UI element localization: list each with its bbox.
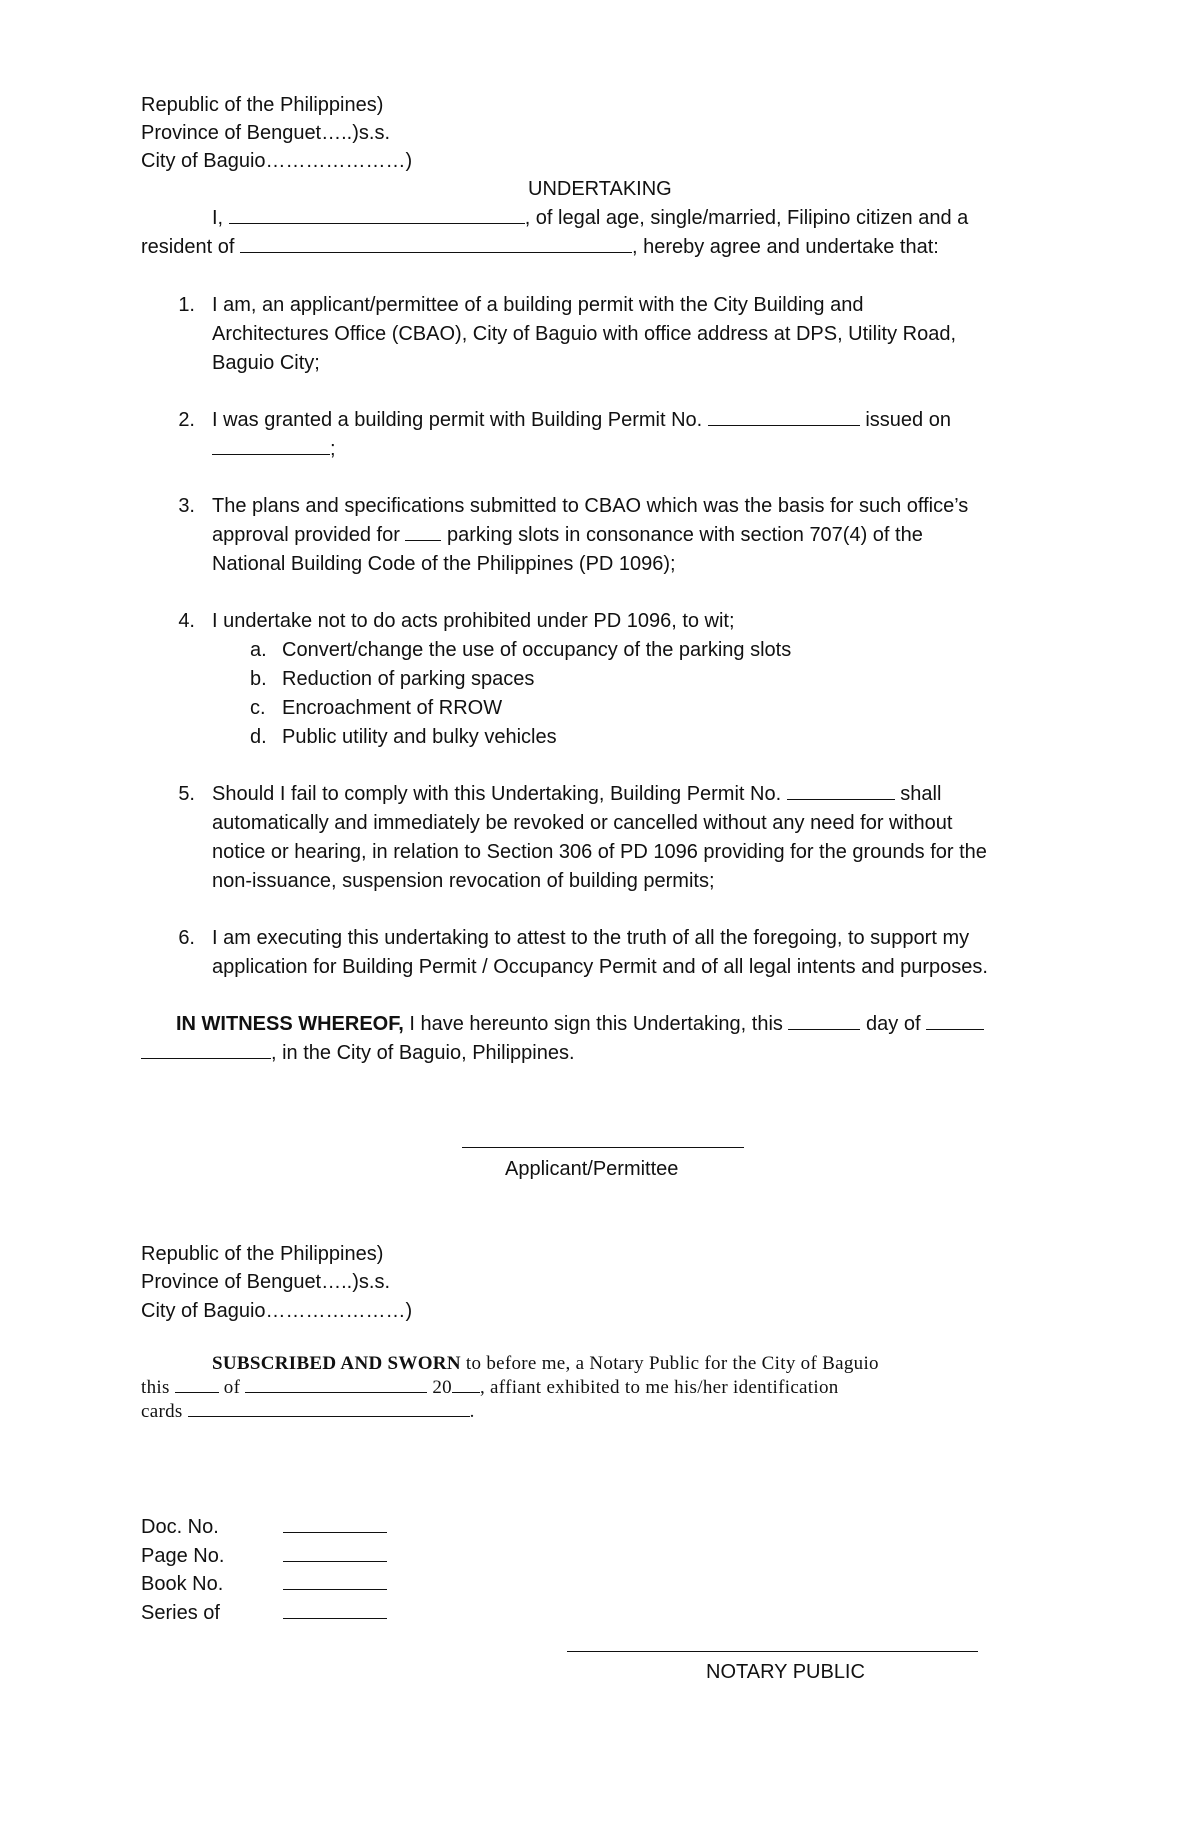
venue-province: Province of Benguet…..)s.s. <box>141 122 391 144</box>
day-blank <box>788 1011 860 1030</box>
item-3-line-1: The plans and specifications submitted to CBAO which was the basis for such office’s <box>212 495 969 517</box>
notary-label: NOTARY PUBLIC <box>706 1661 865 1683</box>
doc-no-label: Doc. No. <box>141 1516 219 1538</box>
month-blank-b <box>141 1040 271 1059</box>
item-6-line-1: I am executing this undertaking to attest to the truth of all the foregoing, to support my <box>212 927 970 949</box>
doc-no-field <box>283 1513 387 1541</box>
item-1-line-1: I am, an applicant/permittee of a building permit with the City Building and <box>212 294 864 316</box>
notary-signature-line <box>567 1651 978 1652</box>
venue-province-2: Province of Benguet…..)s.s. <box>141 1271 391 1293</box>
item-3-line-3: National Building Code of the Philippines (PD 1096); <box>212 553 676 575</box>
item-4-line-1: I undertake not to do acts prohibited under PD 1096, to wit; <box>212 610 735 632</box>
item-4-number: 4. <box>178 610 195 632</box>
intro-line-2 <box>141 233 939 261</box>
item-5-number: 5. <box>178 783 195 805</box>
venue-city: City of Baguio…………………) <box>141 150 413 172</box>
intro-i: I, <box>212 207 224 229</box>
item-5-line-4: non-issuance, suspension revocation of building permits; <box>212 870 715 892</box>
sub-item-b-mark: b. <box>250 668 267 690</box>
witness-line-1 <box>176 1010 984 1038</box>
book-no-field <box>283 1570 387 1598</box>
item-2-line-1 <box>212 406 951 434</box>
venue-republic: Republic of the Philippines) <box>141 94 384 116</box>
jurat-line-2 <box>141 1376 839 1400</box>
page-no-field <box>283 1542 387 1570</box>
jurat-text-1: to before me, a Notary Public for the City of Baguio <box>465 1353 879 1374</box>
jurat-month-blank <box>245 1376 427 1393</box>
item-1-line-2: Architectures Office (CBAO), City of Baguio with office address at DPS, Utility Road, <box>212 323 956 345</box>
series-of-field <box>283 1599 387 1627</box>
venue-city-2: City of Baguio…………………) <box>141 1300 413 1322</box>
revocable-permit-blank <box>787 781 895 800</box>
item-2-line-2 <box>212 435 336 463</box>
sub-item-d-mark: d. <box>250 726 267 748</box>
parking-slots-blank <box>405 522 441 541</box>
sub-item-b-text: Reduction of parking spaces <box>282 668 535 690</box>
witness-bold: IN WITNESS WHEREOF, <box>176 1013 404 1035</box>
witness-text-a: I have hereunto sign this Undertaking, this <box>409 1013 783 1035</box>
jurat-line-1 <box>212 1352 879 1376</box>
item-2-text-a: I was granted a building permit with Building Permit No. <box>212 409 703 431</box>
intro-hereby: , hereby agree and undertake that: <box>631 236 939 258</box>
applicant-label: Applicant/Permittee <box>505 1158 679 1180</box>
item-1-line-3: Baguio City; <box>212 352 320 374</box>
permit-number-blank <box>708 407 860 426</box>
item-2-semicolon: ; <box>330 438 336 460</box>
item-5-line-2: automatically and immediately be revoked or cancelled without any need for without <box>212 812 953 834</box>
series-of-label: Series of <box>141 1602 220 1624</box>
sub-item-a-text: Convert/change the use of occupancy of the parking slots <box>282 639 792 661</box>
book-no-blank <box>283 1571 387 1590</box>
jurat-year: 20 <box>432 1377 452 1398</box>
name-blank <box>229 205 525 224</box>
id-cards-blank <box>188 1400 470 1417</box>
jurat-period: . <box>469 1401 475 1422</box>
book-no-label: Book No. <box>141 1573 224 1595</box>
item-5-text-a: Should I fail to comply with this Undertaking, Building Permit No. <box>212 783 782 805</box>
document-title: UNDERTAKING <box>528 178 672 200</box>
applicant-signature-line <box>462 1147 744 1148</box>
page-no-blank <box>283 1543 387 1562</box>
item-5-line-1 <box>212 780 941 808</box>
month-blank-a <box>926 1011 984 1030</box>
issue-date-blank <box>212 436 330 455</box>
item-2-number: 2. <box>178 409 195 431</box>
venue-republic-2: Republic of the Philippines) <box>141 1243 384 1265</box>
jurat-text-2: , affiant exhibited to me his/her identification <box>479 1377 839 1398</box>
sub-item-c-mark: c. <box>250 697 266 719</box>
sub-item-d-text: Public utility and bulky vehicles <box>282 726 557 748</box>
intro-legal-age: , of legal age, single/married, Filipino citizen and a <box>524 207 969 229</box>
item-3-text-b: parking slots in consonance with section 707(4) of the <box>447 524 923 546</box>
jurat-this: this <box>141 1377 170 1398</box>
sub-item-a-mark: a. <box>250 639 267 661</box>
witness-text-c: , in the City of Baguio, Philippines. <box>271 1042 575 1064</box>
jurat-year-blank <box>452 1376 480 1393</box>
item-6-number: 6. <box>178 927 195 949</box>
sub-item-c-text: Encroachment of RROW <box>282 697 503 719</box>
item-2-text-b: issued on <box>865 409 951 431</box>
item-3-line-2 <box>212 521 923 549</box>
jurat-line-3 <box>141 1400 475 1424</box>
jurat-day-blank <box>175 1376 219 1393</box>
item-5-text-b: shall <box>900 783 942 805</box>
item-1-number: 1. <box>178 294 195 316</box>
series-of-blank <box>283 1600 387 1619</box>
witness-line-2 <box>141 1039 575 1067</box>
item-3-number: 3. <box>178 495 195 517</box>
intro-resident: resident of <box>141 236 235 258</box>
jurat-bold: SUBSCRIBED AND SWORN <box>212 1353 461 1374</box>
item-6-line-2: application for Building Permit / Occupancy Permit and of all legal intents and purposes. <box>212 956 988 978</box>
page-no-label: Page No. <box>141 1545 225 1567</box>
jurat-of: of <box>223 1377 241 1398</box>
doc-no-blank <box>283 1514 387 1533</box>
address-blank <box>240 234 632 253</box>
witness-text-b: day of <box>866 1013 921 1035</box>
item-5-line-3: notice or hearing, in relation to Section 306 of PD 1096 providing for the grounds for the <box>212 841 987 863</box>
item-3-text-a: approval provided for <box>212 524 400 546</box>
jurat-cards: cards <box>141 1401 183 1422</box>
intro-line-1 <box>212 204 968 232</box>
